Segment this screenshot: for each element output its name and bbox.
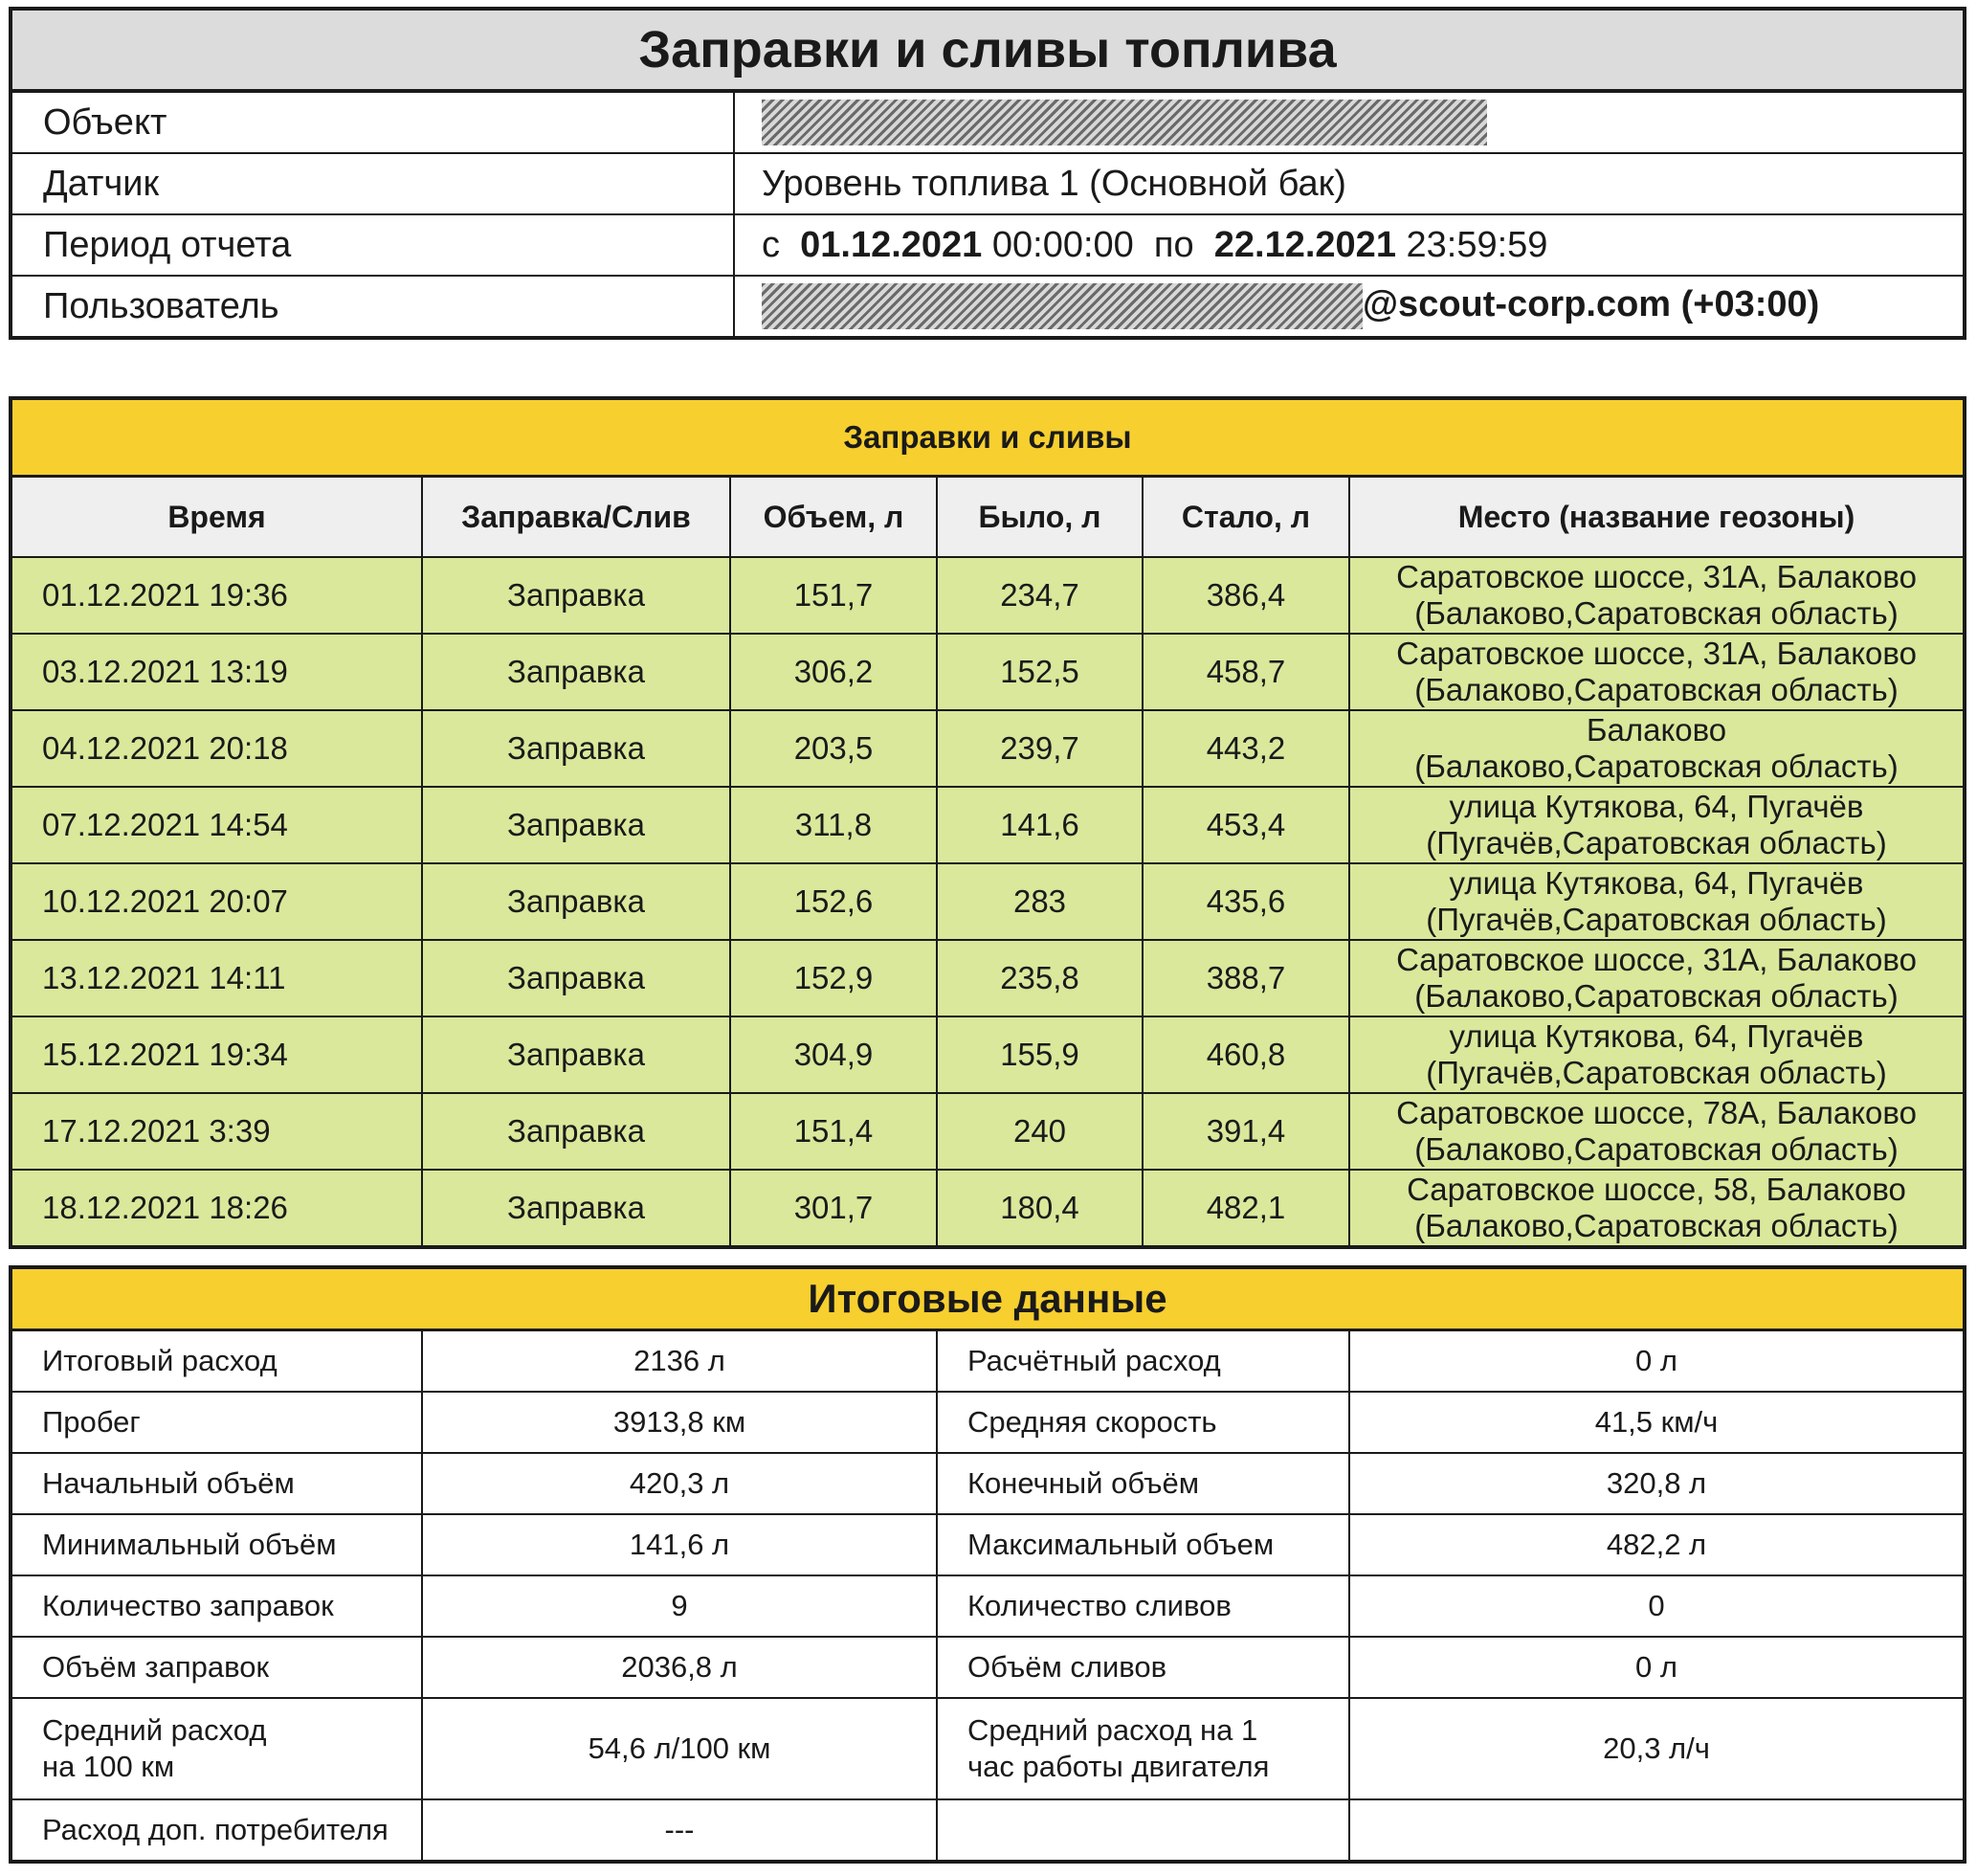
totals-row xyxy=(11,1799,1965,1862)
event-after: 482,1 xyxy=(1143,1170,1349,1247)
event-type: Заправка xyxy=(422,1170,730,1247)
totals-row xyxy=(11,1637,1965,1698)
totals-value: 9 xyxy=(422,1575,937,1637)
report-title: Заправки и сливы топлива xyxy=(11,9,1965,91)
event-time: 03.12.2021 13:19 xyxy=(11,634,422,710)
totals-key-line: Средний расход xyxy=(42,1713,267,1747)
event-place xyxy=(1349,557,1965,634)
period-from-word: с xyxy=(762,224,780,265)
totals-key: Минимальный объём xyxy=(11,1514,422,1575)
totals-value: --- xyxy=(422,1799,937,1862)
event-time: 07.12.2021 14:54 xyxy=(11,787,422,863)
totals-value: 141,6 л xyxy=(422,1514,937,1575)
totals-key: Количество сливов xyxy=(937,1575,1349,1637)
event-place-line: улица Кутякова, 64, Пугачёв xyxy=(1449,789,1864,824)
event-row xyxy=(11,634,1965,710)
period-from-time: 00:00:00 xyxy=(991,224,1134,265)
event-volume: 203,5 xyxy=(730,710,937,787)
event-place-line: (Пугачёв,Саратовская область) xyxy=(1426,825,1887,860)
events-title-cell xyxy=(11,398,1965,477)
event-volume: 152,9 xyxy=(730,940,937,1016)
event-row xyxy=(11,940,1965,1016)
event-after: 443,2 xyxy=(1143,710,1349,787)
totals-key: Начальный объём xyxy=(11,1453,422,1514)
event-place-line: улица Кутякова, 64, Пугачёв xyxy=(1449,865,1864,901)
event-after: 460,8 xyxy=(1143,1016,1349,1093)
totals-key-line: час работы двигателя xyxy=(967,1750,1270,1783)
event-before: 240 xyxy=(937,1093,1143,1170)
event-place xyxy=(1349,1016,1965,1093)
event-type: Заправка xyxy=(422,787,730,863)
event-row xyxy=(11,557,1965,634)
event-place xyxy=(1349,863,1965,940)
event-type: Заправка xyxy=(422,940,730,1016)
event-time: 04.12.2021 20:18 xyxy=(11,710,422,787)
event-type: Заправка xyxy=(422,1016,730,1093)
period-to-time: 23:59:59 xyxy=(1406,224,1548,265)
totals-value: 482,2 л xyxy=(1349,1514,1965,1575)
event-place-line: (Балаково,Саратовская область) xyxy=(1414,595,1899,631)
totals-value: 0 л xyxy=(1349,1330,1965,1393)
totals-key-line: на 100 км xyxy=(42,1750,175,1783)
event-after: 388,7 xyxy=(1143,940,1349,1016)
event-place-line: Саратовское шоссе, 78А, Балаково xyxy=(1396,1095,1917,1130)
totals-key: Итоговый расход xyxy=(11,1330,422,1393)
event-place-line: Саратовское шоссе, 58, Балаково xyxy=(1407,1172,1906,1207)
event-before: 283 xyxy=(937,863,1143,940)
event-before: 141,6 xyxy=(937,787,1143,863)
totals-key: Объём сливов xyxy=(937,1637,1349,1698)
col-volume: Объем, л xyxy=(730,477,937,558)
totals-value: 320,8 л xyxy=(1349,1453,1965,1514)
event-place-line: (Балаково,Саратовская область) xyxy=(1414,1131,1899,1167)
event-type: Заправка xyxy=(422,863,730,940)
totals-row xyxy=(11,1514,1965,1575)
event-after: 386,4 xyxy=(1143,557,1349,634)
totals-key: Конечный объём xyxy=(937,1453,1349,1514)
totals-key: Объём заправок xyxy=(11,1637,422,1698)
totals-key xyxy=(937,1799,1349,1862)
totals-key: Количество заправок xyxy=(11,1575,422,1637)
col-before: Было, л xyxy=(937,477,1143,558)
user-value xyxy=(734,276,1965,338)
event-volume: 301,7 xyxy=(730,1170,937,1247)
event-place-line: Саратовское шоссе, 31А, Балаково xyxy=(1396,942,1917,977)
totals-value xyxy=(1349,1799,1965,1862)
col-after: Стало, л xyxy=(1143,477,1349,558)
event-before: 180,4 xyxy=(937,1170,1143,1247)
event-before: 155,9 xyxy=(937,1016,1143,1093)
event-type: Заправка xyxy=(422,634,730,710)
event-type: Заправка xyxy=(422,1093,730,1170)
event-after: 435,6 xyxy=(1143,863,1349,940)
redacted-user-name xyxy=(762,283,1363,329)
totals-value: 54,6 л/100 км xyxy=(422,1698,937,1799)
totals-value: 3913,8 км xyxy=(422,1392,937,1453)
totals-key: Расход доп. потребителя xyxy=(11,1799,422,1862)
event-place-line: Балаково xyxy=(1586,712,1727,748)
totals-table xyxy=(9,1265,1966,1864)
event-place xyxy=(1349,634,1965,710)
event-before: 235,8 xyxy=(937,940,1143,1016)
event-place-line: Саратовское шоссе, 31А, Балаково xyxy=(1396,636,1917,671)
event-volume: 151,4 xyxy=(730,1093,937,1170)
user-email-suffix: @scout-corp.com (+03:00) xyxy=(1363,284,1820,325)
event-row xyxy=(11,710,1965,787)
totals-value: 0 л xyxy=(1349,1637,1965,1698)
event-place xyxy=(1349,940,1965,1016)
event-before: 152,5 xyxy=(937,634,1143,710)
sensor-label: Датчик xyxy=(11,153,734,214)
redacted-object-name xyxy=(762,100,1487,145)
event-volume: 152,6 xyxy=(730,863,937,940)
totals-value: 2036,8 л xyxy=(422,1637,937,1698)
totals-row xyxy=(11,1392,1965,1453)
event-volume: 304,9 xyxy=(730,1016,937,1093)
totals-key: Расчётный расход xyxy=(937,1330,1349,1393)
totals-key-line: Средний расход на 1 xyxy=(967,1713,1258,1747)
event-row xyxy=(11,787,1965,863)
totals-key xyxy=(11,1698,422,1799)
col-place: Место (название геозоны) xyxy=(1349,477,1965,558)
event-volume: 311,8 xyxy=(730,787,937,863)
totals-row xyxy=(11,1330,1965,1393)
period-label: Период отчета xyxy=(11,214,734,276)
event-place xyxy=(1349,787,1965,863)
event-time: 15.12.2021 19:34 xyxy=(11,1016,422,1093)
totals-value: 20,3 л/ч xyxy=(1349,1698,1965,1799)
totals-value: 420,3 л xyxy=(422,1453,937,1514)
event-row xyxy=(11,1093,1965,1170)
totals-title: Итоговые данные xyxy=(11,1267,1965,1330)
report-header-table xyxy=(9,7,1966,340)
event-time: 10.12.2021 20:07 xyxy=(11,863,422,940)
event-type: Заправка xyxy=(422,557,730,634)
event-place-line: (Балаково,Саратовская область) xyxy=(1414,748,1899,784)
totals-key: Пробег xyxy=(11,1392,422,1453)
totals-row xyxy=(11,1575,1965,1637)
totals-key xyxy=(937,1698,1349,1799)
totals-value: 0 xyxy=(1349,1575,1965,1637)
period-value xyxy=(734,214,1965,276)
event-before: 234,7 xyxy=(937,557,1143,634)
event-place xyxy=(1349,1093,1965,1170)
event-before: 239,7 xyxy=(937,710,1143,787)
event-place-line: (Балаково,Саратовская область) xyxy=(1414,672,1899,707)
event-row xyxy=(11,1170,1965,1247)
totals-key: Средняя скорость xyxy=(937,1392,1349,1453)
event-row xyxy=(11,1016,1965,1093)
event-place xyxy=(1349,710,1965,787)
period-to-date: 22.12.2021 xyxy=(1213,224,1396,265)
period-from-date: 01.12.2021 xyxy=(800,224,983,265)
event-time: 13.12.2021 14:11 xyxy=(11,940,422,1016)
event-place xyxy=(1349,1170,1965,1247)
sensor-value: Уровень топлива 1 (Основной бак) xyxy=(734,153,1965,214)
event-place-line: (Балаково,Саратовская область) xyxy=(1414,978,1899,1014)
event-place-line: Саратовское шоссе, 31А, Балаково xyxy=(1396,559,1917,594)
events-table xyxy=(9,396,1966,1249)
object-label: Объект xyxy=(11,91,734,153)
event-after: 453,4 xyxy=(1143,787,1349,863)
event-place-line: (Пугачёв,Саратовская область) xyxy=(1426,1055,1887,1090)
user-label: Пользователь xyxy=(11,276,734,338)
events-header-row xyxy=(11,477,1965,558)
object-value xyxy=(734,91,1965,153)
col-type: Заправка/Слив xyxy=(422,477,730,558)
event-volume: 306,2 xyxy=(730,634,937,710)
event-place-line: улица Кутякова, 64, Пугачёв xyxy=(1449,1018,1864,1054)
event-time: 01.12.2021 19:36 xyxy=(11,557,422,634)
totals-key: Максимальный объем xyxy=(937,1514,1349,1575)
event-type: Заправка xyxy=(422,710,730,787)
totals-row xyxy=(11,1453,1965,1514)
totals-value: 41,5 км/ч xyxy=(1349,1392,1965,1453)
event-row xyxy=(11,863,1965,940)
event-time: 18.12.2021 18:26 xyxy=(11,1170,422,1247)
event-volume: 151,7 xyxy=(730,557,937,634)
event-after: 391,4 xyxy=(1143,1093,1349,1170)
period-to-word: по xyxy=(1153,224,1194,265)
event-after: 458,7 xyxy=(1143,634,1349,710)
event-time: 17.12.2021 3:39 xyxy=(11,1093,422,1170)
event-place-line: (Пугачёв,Саратовская область) xyxy=(1426,902,1887,937)
totals-row xyxy=(11,1698,1965,1799)
event-place-line: (Балаково,Саратовская область) xyxy=(1414,1208,1899,1243)
totals-value: 2136 л xyxy=(422,1330,937,1393)
col-time: Время xyxy=(11,477,422,558)
events-title: Заправки и сливы xyxy=(843,419,1132,455)
